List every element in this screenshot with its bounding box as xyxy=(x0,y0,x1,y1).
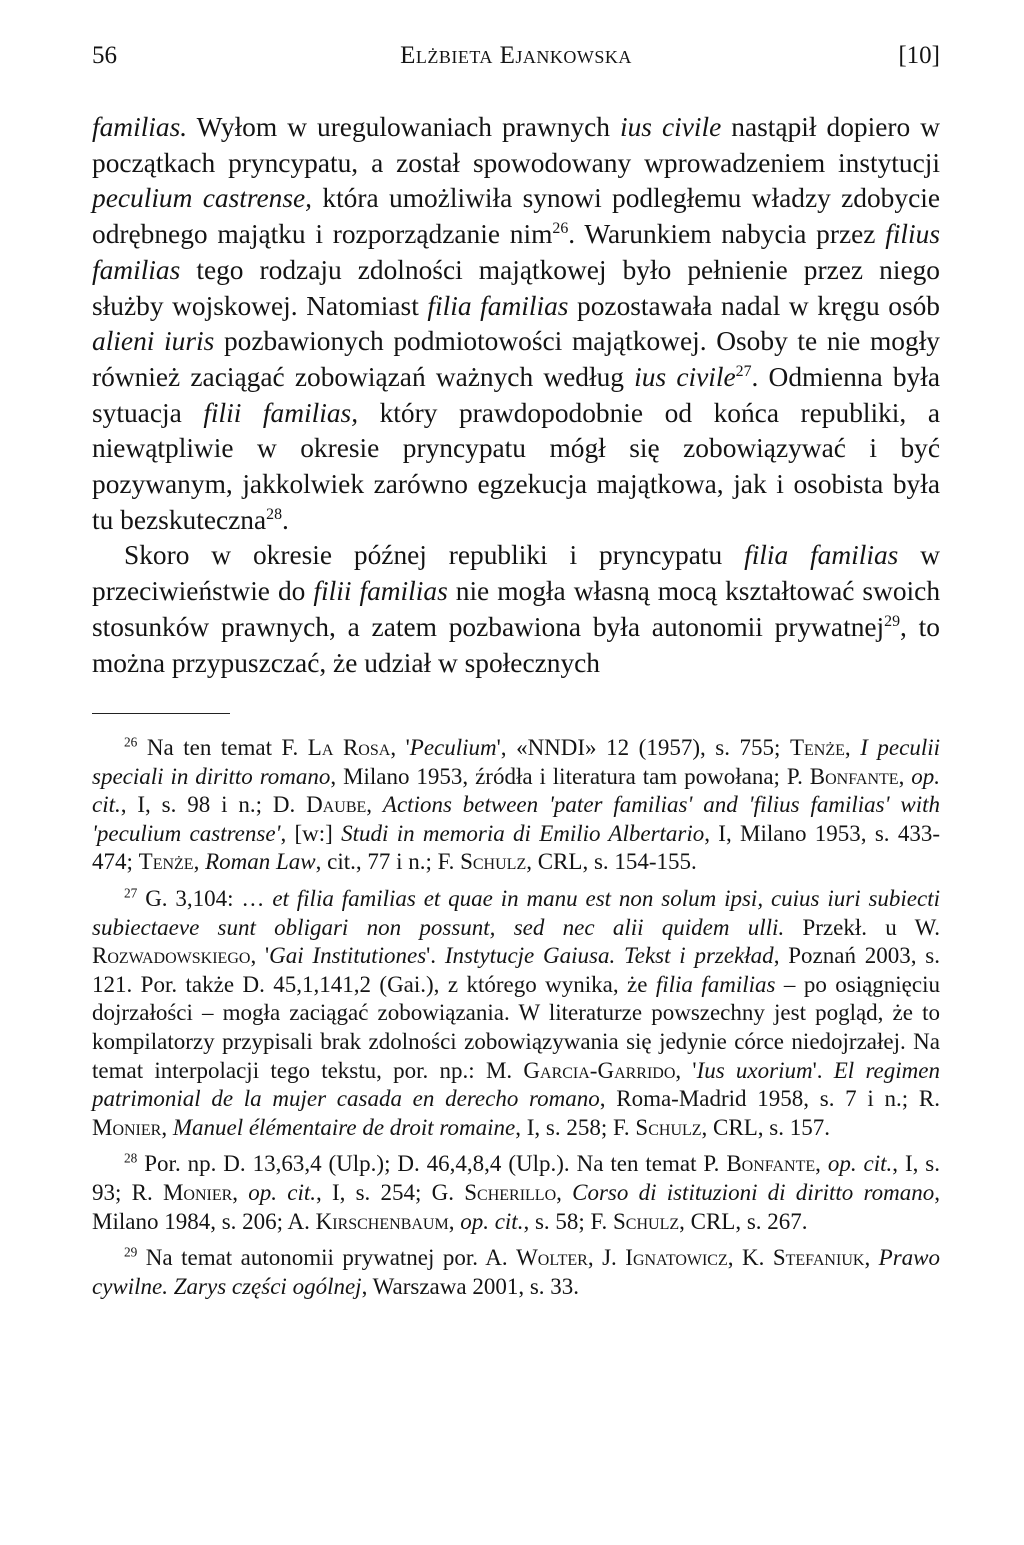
text-run: , ' xyxy=(675,1057,697,1083)
text-run: , xyxy=(232,1179,249,1205)
author-name: Schulz xyxy=(635,1114,702,1140)
text-run: nastąpił dopiero w początkach pryncypatu, a został spowodowany wprowadzeniem instytucji xyxy=(92,112,940,178)
footnote-separator xyxy=(92,713,230,714)
italic-run: op. cit. xyxy=(248,1179,316,1205)
text-run: , s. 58; F. xyxy=(523,1208,613,1234)
text-run: nie mogła własną mocą kształtować swoich stosunków prawnych, a zatem pozbawiona była autonomii prywatnej xyxy=(92,576,941,642)
author-name: Ignatowicz xyxy=(625,1245,728,1271)
latin-term: familias. xyxy=(92,112,188,142)
text-run: , CRL, s. 157. xyxy=(701,1114,830,1140)
author-name: Garcia-Garrido xyxy=(523,1057,676,1083)
text-run: , I, s. 93; R. xyxy=(92,1151,940,1205)
footnote-26 xyxy=(92,734,940,877)
latin-term: filia familias xyxy=(655,971,776,997)
text-run: . Odmienna była sytuacja xyxy=(92,361,940,428)
text-run: Przekł. u W. xyxy=(784,914,940,940)
text-run: . Warunkiem nabycia przez xyxy=(568,219,886,250)
page-number: 56 xyxy=(92,42,117,69)
text-run: Na ten temat F. xyxy=(137,735,308,760)
footnote-28 xyxy=(92,1150,940,1236)
text-run: – po osiągnięciu dojrzałości – mogła zaciągać zobowiązania. W literaturze powszechny jest pogląd, że to kompilatorzy przypisali brak zdolności zobowiązywania się jedynie córce niedojrzałej. Na temat interpolacji tego tekstu, por. np.: M. xyxy=(92,971,940,1083)
text-run: , xyxy=(864,1245,879,1271)
footnote-29 xyxy=(92,1244,940,1301)
main-text xyxy=(92,110,940,681)
footnote-27 xyxy=(92,885,940,1142)
footnotes xyxy=(92,734,940,1309)
text-run: , xyxy=(898,763,912,789)
latin-term: filius familias xyxy=(92,219,940,285)
text-run: . xyxy=(282,504,289,535)
work-title: I peculii speciali in diritto romano xyxy=(92,735,941,789)
text-run: , I, s. 258; F. xyxy=(515,1114,636,1140)
author-name: Kirschenbaum xyxy=(315,1208,449,1234)
footnote-reference: 26 xyxy=(552,220,569,238)
text-run: pozostawała nadal w kręgu osób xyxy=(568,290,940,321)
work-title: Roman Law xyxy=(205,849,316,875)
latin-term: ius civile xyxy=(634,361,736,392)
work-title: Gai Institutiones xyxy=(269,943,427,969)
author-name: Tenże xyxy=(789,735,845,760)
latin-term: ius civile xyxy=(619,112,722,142)
author-name: Scherillo xyxy=(464,1179,557,1205)
text-run: , Roma-Madrid 1958, s. 7 i n.; R. xyxy=(599,1086,940,1112)
latin-quote: et filia familias et quae in manu est non solum ipsi, cuius iuri subiecti subiectaeve sunt obligari non possunt, sed nec alii quidem ulli. xyxy=(92,885,941,940)
text-run: , xyxy=(366,792,383,818)
text-run: , CRL, s. 267. xyxy=(679,1208,808,1234)
text-run: , xyxy=(161,1114,173,1140)
work-title: El regimen patrimonial de la mujer casada en derecho romano xyxy=(92,1057,940,1112)
italic-run: Peculium xyxy=(409,735,497,760)
work-title: Studi in memoria di Emilio Albertario xyxy=(341,820,705,846)
text-run: , I, s. 254; G. xyxy=(315,1179,465,1205)
latin-term: filia familias xyxy=(427,290,569,321)
footnote-number: 28 xyxy=(124,1151,138,1167)
text-run: , I, s. 98 i n.; D. xyxy=(120,792,307,818)
text-run: Por. np. D. 13,63,4 (Ulp.); D. 46,4,8,4 (Ulp.). Na ten temat P. xyxy=(137,1151,727,1177)
text-run: , ' xyxy=(390,735,410,760)
text-run: ', «NNDI» 12 (1957), s. 755; xyxy=(496,735,790,760)
footnote-number: 26 xyxy=(124,734,138,750)
latin-term: filii familias, xyxy=(203,397,359,428)
work-title: Actions between 'pater familias' and 'filius familias' with 'peculium castrense' xyxy=(92,792,940,846)
latin-term: filii familias xyxy=(313,576,448,607)
text-run: Wyłom w uregulowaniach prawnych xyxy=(187,112,620,142)
work-title: Corso di istituzioni di diritto romano xyxy=(572,1179,935,1205)
italic-run: op. cit. xyxy=(92,763,940,818)
author-name: Schulz xyxy=(613,1208,680,1234)
author-name: Wolter xyxy=(516,1245,588,1271)
latin-term: filia familias xyxy=(744,540,899,571)
text-run: , Warszawa 2001, s. 33. xyxy=(361,1273,580,1299)
text-run: , xyxy=(448,1208,461,1234)
footnote-reference: 29 xyxy=(884,613,901,630)
text-run: , [w:] xyxy=(280,820,342,846)
running-header xyxy=(92,36,940,76)
text-run: który prawdopodobnie od końca republiki, a niewątpliwie w okresie pryncypatu mógł się zobowiązywać i być pozywanym, jakkolwiek zarówno egzekucja majątkowa, jak i osobista była tu bezskuteczna xyxy=(92,397,940,535)
text-run: w przeciwieństwie do xyxy=(92,540,940,607)
footnote-reference: 27 xyxy=(735,363,752,381)
text-run: pozbawionych podmiotowości majątkowej. Osoby te nie mogły również zaciągać zobowiązań ważnych według xyxy=(92,326,941,392)
work-title: Prawo cywilne. Zarys części ogólnej xyxy=(92,1245,941,1299)
footnote-reference: 28 xyxy=(266,505,283,523)
text-run: '. xyxy=(812,1057,834,1083)
author-name: Stefaniuk xyxy=(772,1245,865,1271)
author-name: La Rosa xyxy=(307,735,391,760)
text-run: G. 3,104: … xyxy=(137,885,273,911)
text-run: , cit., 77 i n.; F. xyxy=(315,849,461,875)
text-run: , xyxy=(193,849,206,875)
author-name: Bonfante xyxy=(809,763,899,789)
author-name: Daube xyxy=(306,792,367,818)
text-run: , to można przypuszczać, że udział w społecznych xyxy=(92,611,940,678)
latin-term: alieni iuris xyxy=(92,326,215,357)
italic-run: op. cit. xyxy=(827,1151,893,1177)
author-name: Tenże xyxy=(138,849,194,875)
text-run: , Milano 1984, s. 206; A. xyxy=(92,1179,940,1234)
author-name: Bonfante xyxy=(726,1151,816,1177)
text-run: , K. xyxy=(727,1245,773,1271)
text-run: , Poznań 2003, s. 121. Por. także D. 45,1,141,2 (Gai.), z którego wynika, że xyxy=(92,943,940,997)
text-run: , xyxy=(815,1151,828,1177)
work-title: Ius uxorium xyxy=(696,1057,813,1083)
text-run: , J. xyxy=(587,1245,626,1271)
latin-term: peculium castrense, xyxy=(92,183,313,214)
work-title: Manuel élémentaire de droit romaine xyxy=(172,1114,516,1140)
text-run: Na temat autonomii prywatnej por. A. xyxy=(137,1245,517,1271)
text-run: , xyxy=(556,1179,573,1205)
text-run: '. xyxy=(426,943,445,969)
section-reference: [10] xyxy=(898,42,940,69)
text-run: , ' xyxy=(250,943,270,969)
text-run: , I, Milano 1953, s. 433-474; xyxy=(92,820,940,875)
italic-run: op. cit. xyxy=(460,1208,524,1234)
text-run: Skoro w okresie późnej republiki i pryncypatu xyxy=(124,540,745,571)
author-name: Monier xyxy=(92,1114,162,1140)
footnote-number: 29 xyxy=(124,1244,138,1260)
author-name: Monier xyxy=(162,1179,233,1205)
text-run: , xyxy=(844,735,861,760)
paragraph xyxy=(92,110,940,538)
text-run: , CRL, s. 154-155. xyxy=(526,849,697,875)
text-run: , Milano 1953, źródła i literatura tam powołana; P. xyxy=(330,763,810,789)
running-head-author: Elżbieta Ejankowska xyxy=(400,42,632,69)
text-run: tego rodzaju zdolności majątkowej było pełnienie przez niego służby wojskowej. Natomiast xyxy=(92,254,940,321)
footnote-number: 27 xyxy=(124,885,138,901)
work-title: Instytucje Gaiusa. Tekst i przekład xyxy=(444,943,774,969)
author-name: Rozwadowskiego xyxy=(92,943,251,969)
paragraph xyxy=(92,538,940,681)
text-run: która umożliwiła synowi podległemu władzy zdobycie odrębnego majątku i rozporządzanie nim xyxy=(92,183,940,250)
author-name: Schulz xyxy=(460,849,527,875)
